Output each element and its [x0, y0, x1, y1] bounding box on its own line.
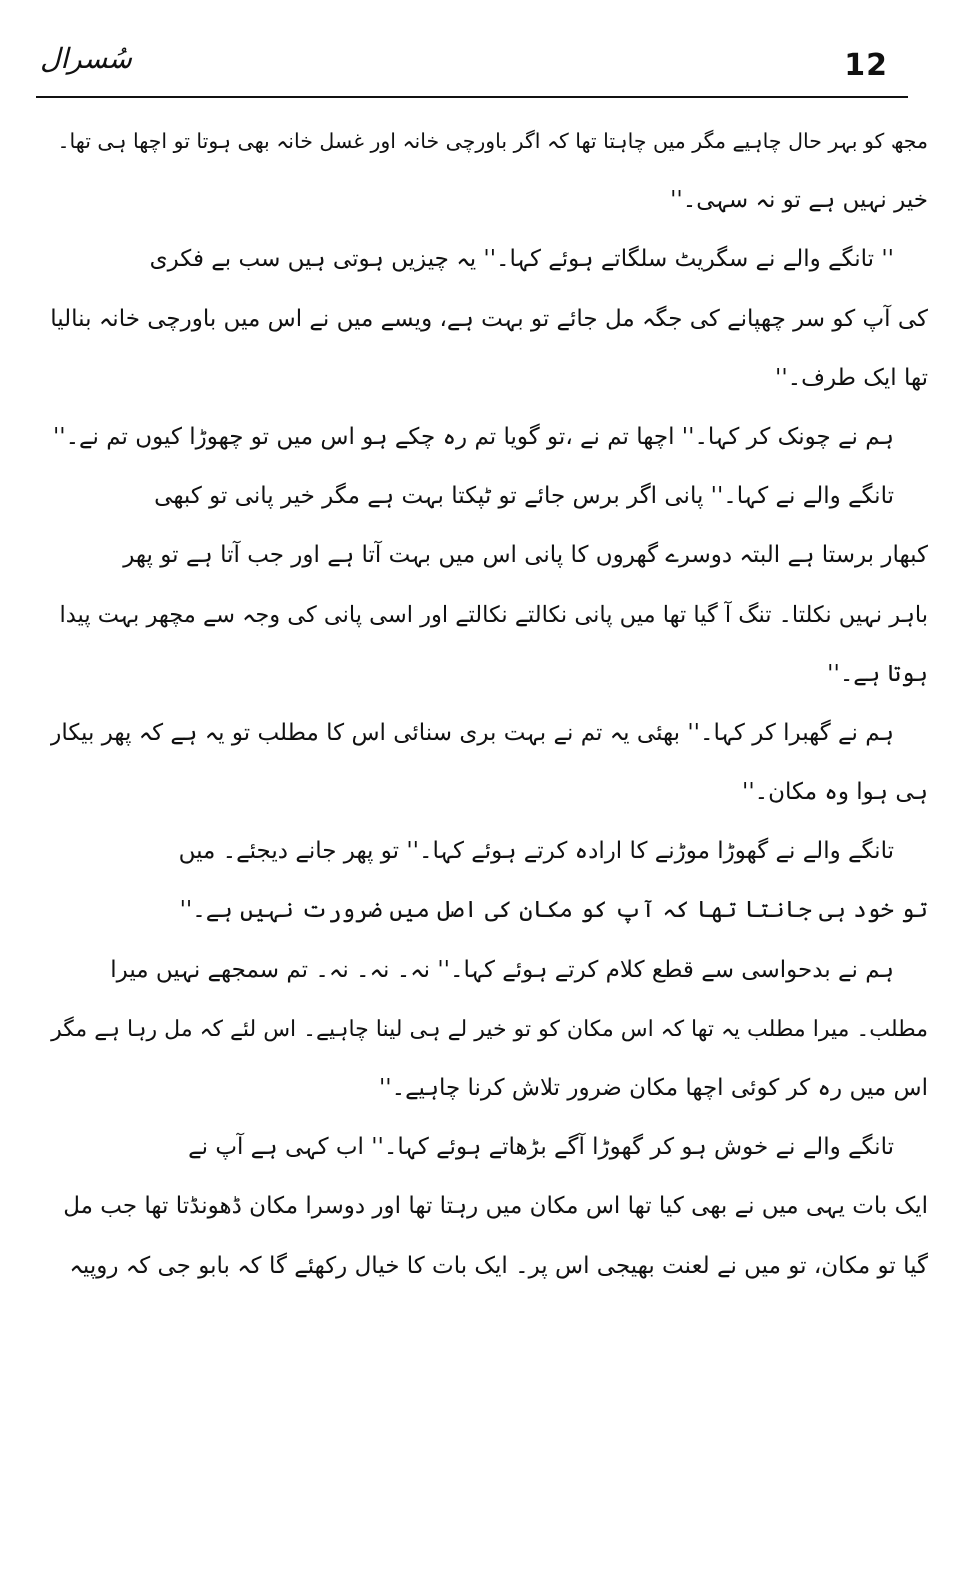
running-title: سُسرال	[40, 42, 133, 75]
text-line: تو خود ہی جانتا تھا کہ آپ کو مکان کی اصل میں ضرورت نہیں ہے۔''	[179, 897, 928, 924]
text-line: گیا تو مکان، تو میں نے لعنت بھیجی اس پر۔ ایک بات کا خیال رکھئے گا کہ بابو جی کہ روپیہ	[69, 1252, 928, 1279]
text-line: خیر نہیں ہے تو نہ سہی۔''	[670, 187, 928, 214]
text-line: ہم نے گھبرا کر کہا۔'' بھئی یہ تم نے بہت بری سنائی اس کا مطلب تو یہ ہے کہ پھر بیکار	[50, 719, 894, 746]
text-line: اس میں رہ کر کوئی اچھا مکان ضرور تلاش کرنا چاہیے۔''	[378, 1075, 928, 1101]
text-line: تانگے والے نے کہا۔'' پانی اگر برس جائے تو ٹپکتا بہت ہے مگر خیر پانی تو کبھی	[154, 483, 894, 510]
page-header	[36, 40, 908, 98]
text-line: تانگے والے نے گھوڑا موڑنے کا ارادہ کرتے ہوئے کہا۔'' تو پھر جانے دیجئے۔ میں	[178, 838, 894, 865]
text-line: مجھ کو بہر حال چاہیے مگر میں چاہتا تھا کہ اگر باورچی خانہ اور غسل خانہ بھی ہوتا تو اچھا ہی تھا۔	[57, 129, 928, 153]
text-line: ہی ہوا وہ مکان۔''	[742, 779, 928, 806]
text-line: '' تانگے والے نے سگریٹ سلگاتے ہوئے کہا۔'' یہ چیزیں ہوتی ہیں سب بے فکری	[149, 246, 894, 273]
page-number: 12	[844, 48, 888, 83]
text-line: باہر نہیں نکلتا۔ تنگ آ گیا تھا میں پانی نکالتے نکالتے اور اسی پانی کی وجہ سے مچھر بہت پیدا	[59, 601, 928, 628]
text-line: ہم نے بدحواسی سے قطع کلام کرتے ہوئے کہا۔'' نہ۔ نہ۔ نہ۔ تم سمجھے نہیں میرا	[110, 956, 894, 983]
text-line: کی آپ کو سر چھپانے کی جگہ مل جائے تو بہت ہے، ویسے میں نے اس میں باورچی خانہ بنالیا	[50, 305, 928, 332]
text-line: مطلب۔ میرا مطلب یہ تھا کہ اس مکان کو تو خیر لے ہی لینا چاہیے۔ اس لئے کہ مل رہا ہے مگر	[51, 1016, 928, 1042]
text-line: ایک بات یہی میں نے بھی کیا تھا اس مکان میں رہتا تھا اور دوسرا مکان ڈھونڈتا تھا جب مل	[63, 1193, 928, 1220]
text-line: تانگے والے نے خوش ہو کر گھوڑا آگے بڑھاتے ہوئے کہا۔'' اب کہی ہے آپ نے	[188, 1134, 894, 1161]
text-line: ہم نے چونک کر کہا۔'' اچھا تم نے ،تو گویا تم رہ چکے ہو اس میں تو چھوڑا کیوں تم نے۔''	[52, 423, 894, 450]
text-line: ہوتا ہے۔''	[827, 660, 928, 687]
body-text	[50, 112, 928, 1296]
text-line: تھا ایک طرف۔''	[775, 364, 928, 391]
text-line: کبھار برستا ہے البتہ دوسرے گھروں کا پانی اس میں بہت آتا ہے اور جب آتا ہے تو پھر	[123, 542, 928, 569]
